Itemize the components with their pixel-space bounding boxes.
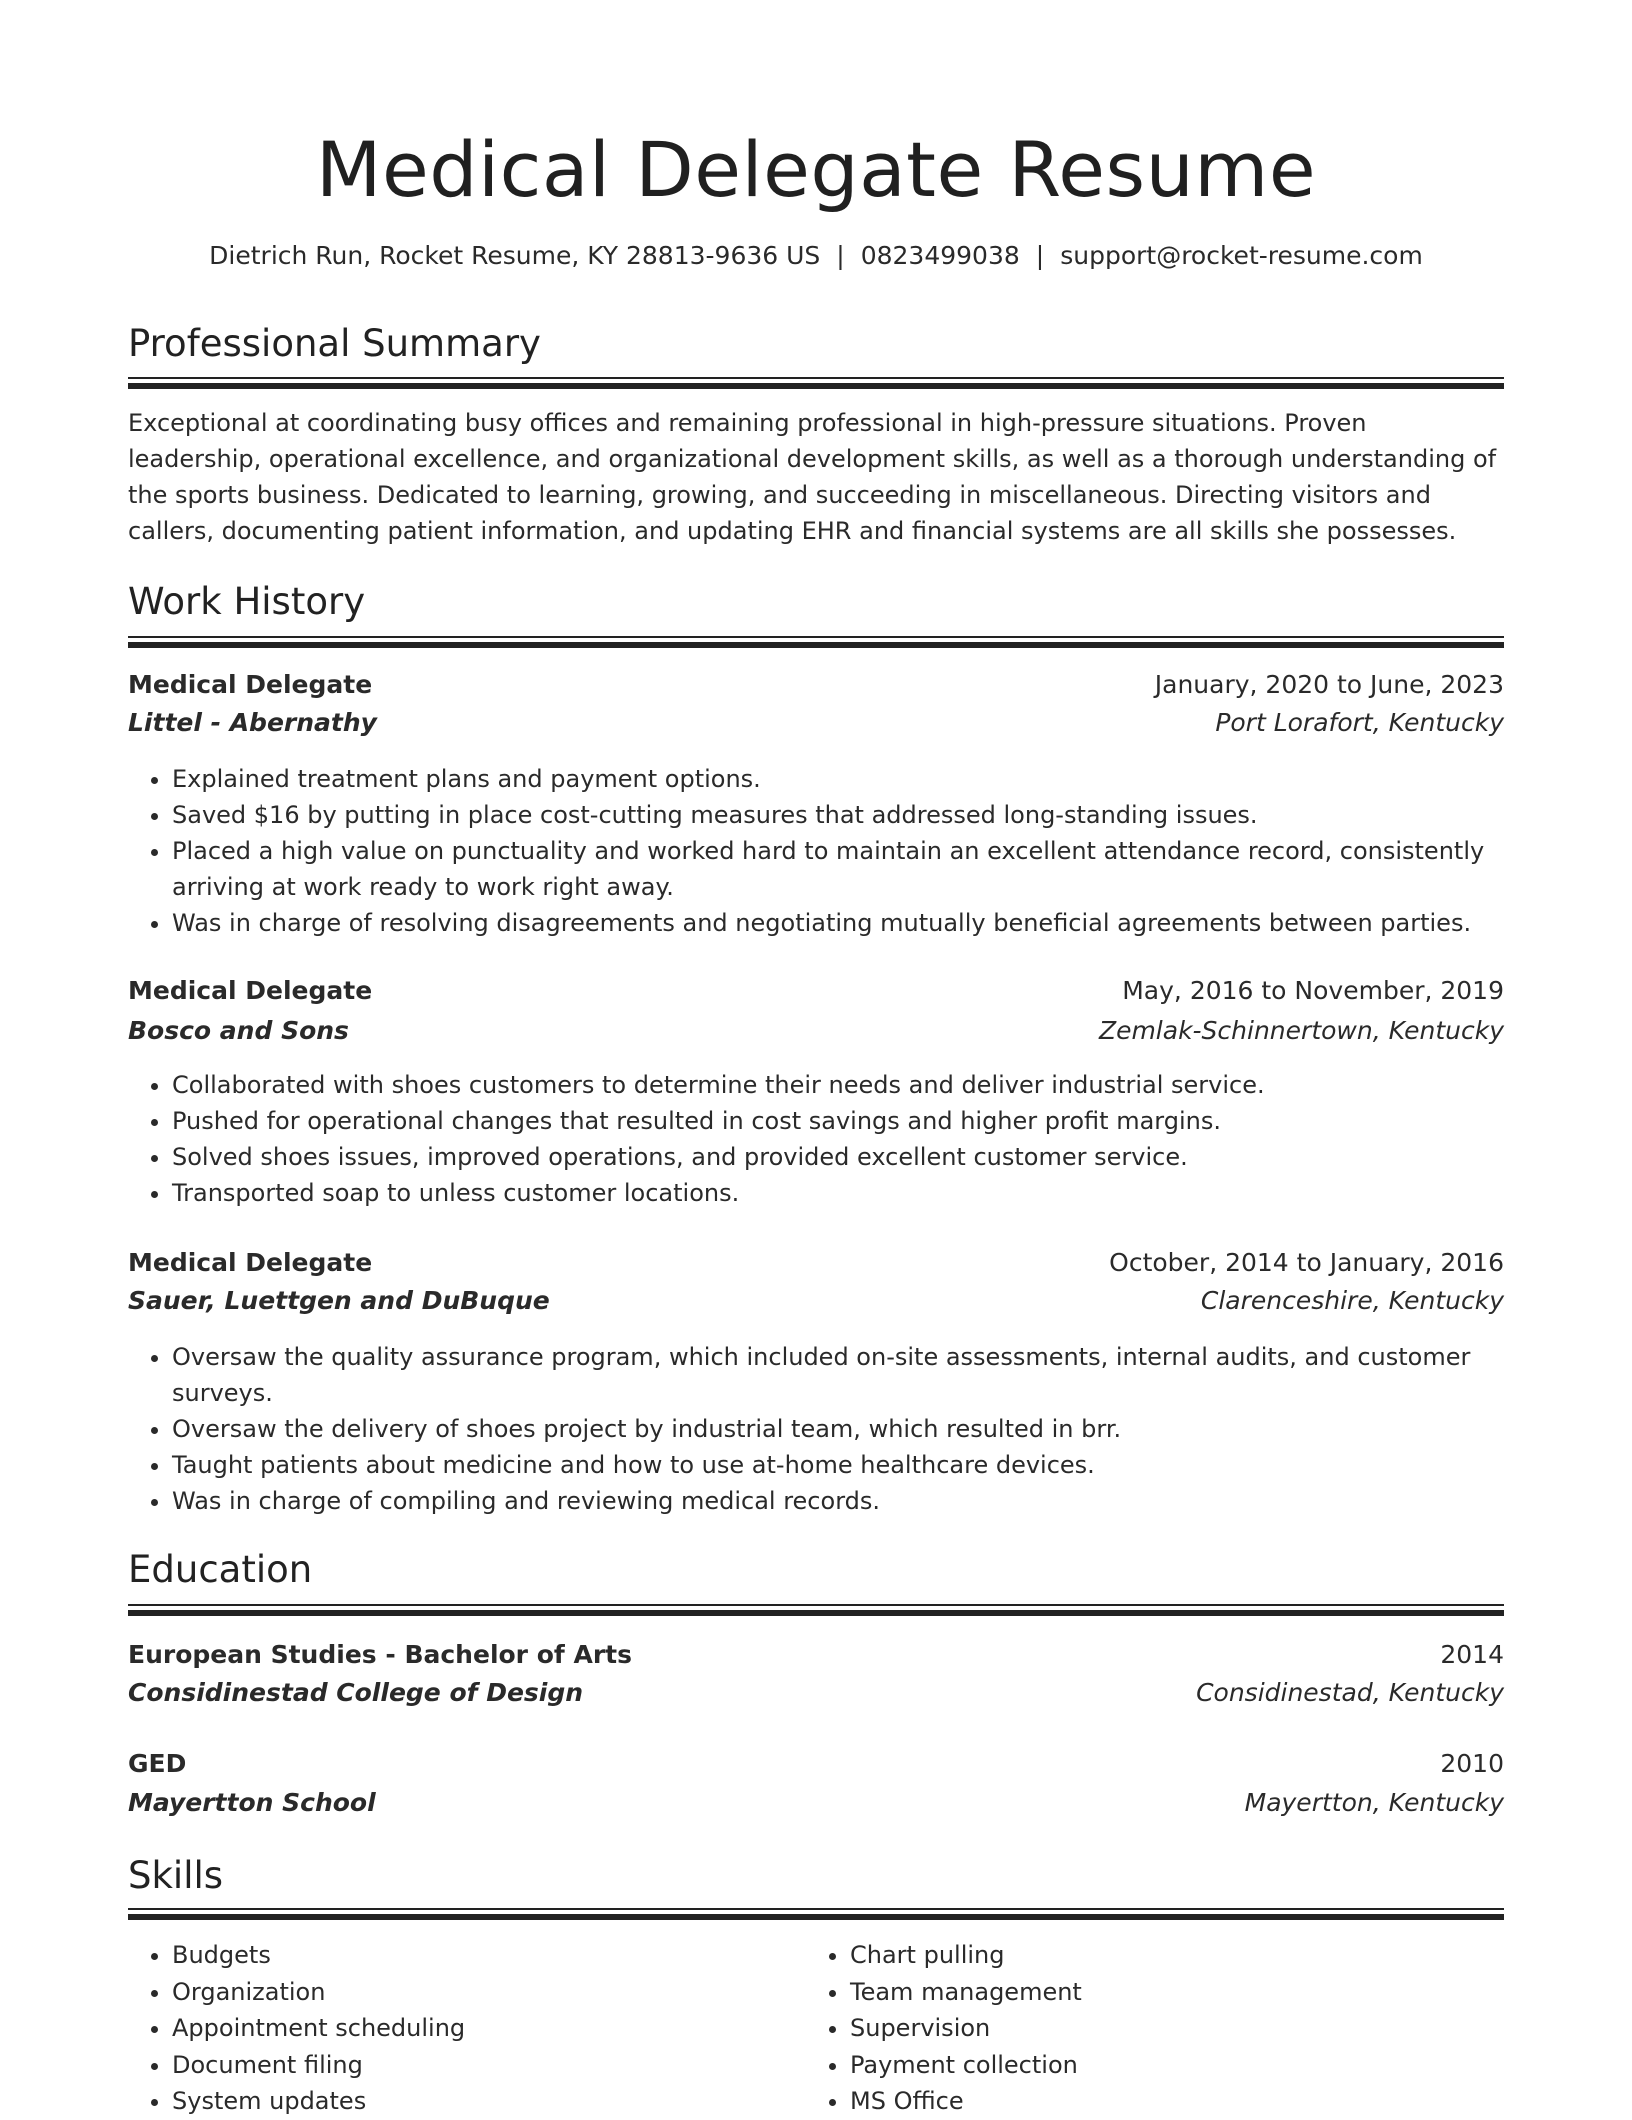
job-dates: May, 2016 to November, 2019 [1122, 976, 1504, 1005]
list-item: • Was in charge of compiling and reviewing medical records. [172, 1483, 1504, 1519]
job-header [128, 666, 1504, 704]
job-subheader [128, 1012, 1504, 1050]
job-company: Littel - Abernathy [128, 708, 377, 737]
skill-item: • System updates [172, 2083, 806, 2120]
job-subheader [128, 704, 1504, 742]
contact-email: support@rocket-resume.com [1060, 241, 1423, 270]
section-divider [128, 1908, 1504, 1920]
skills-heading: Skills [128, 1854, 224, 1897]
list-item: • Solved shoes issues, improved operations, and provided excellent customer service. [172, 1139, 1504, 1175]
skill-item: • Supervision [850, 2010, 1504, 2047]
summary-text: Exceptional at coordinating busy offices and remaining professional in high-pressure situations. Proven leadership, operational excellence, and organizational development skills, as well as a thorough understanding of the sports business. Dedicated to learning, growing, and succeeding in miscellaneous. Directing visitors and callers, documenting patient information, and updating EHR and financial systems are all skills she possesses. [128, 409, 1497, 545]
contact-line [128, 238, 1504, 274]
contact-separator: | [1035, 241, 1045, 270]
skill-item: • Payment collection [850, 2047, 1504, 2084]
contact-phone: 0823499038 [860, 241, 1020, 270]
list-item: • Saved $16 by putting in place cost-cutting measures that addressed long-standing issues. [172, 797, 1504, 833]
list-item: • Oversaw the delivery of shoes project by industrial team, which resulted in brr. [172, 1411, 1504, 1447]
work-history-heading: Work History [128, 580, 366, 623]
education-location: Considinestad, Kentucky [1196, 1678, 1504, 1707]
job-dates: January, 2020 to June, 2023 [1154, 670, 1504, 699]
job-bullets [128, 1067, 1504, 1211]
education-school: Mayertton School [128, 1788, 376, 1817]
job-header [128, 972, 1504, 1010]
job-location: Clarenceshire, Kentucky [1200, 1286, 1504, 1315]
education-degree: GED [128, 1749, 187, 1778]
list-item: • Oversaw the quality assurance program, which included on-site assessments, internal audits, and customer surveys. [172, 1339, 1504, 1411]
list-item: • Pushed for operational changes that resulted in cost savings and higher profit margins. [172, 1103, 1504, 1139]
skill-item: • Budgets [172, 1937, 806, 1974]
education-location: Mayertton, Kentucky [1244, 1788, 1504, 1817]
education-subheader [128, 1674, 1504, 1712]
skill-item: • Appointment scheduling [172, 2010, 806, 2047]
list-item: • Was in charge of resolving disagreements and negotiating mutually beneficial agreements between parties. [172, 905, 1504, 941]
list-item: • Explained treatment plans and payment options. [172, 761, 1504, 797]
skill-item: • Chart pulling [850, 1937, 1504, 1974]
skill-item: • Document filing [172, 2047, 806, 2084]
job-company: Sauer, Luettgen and DuBuque [128, 1286, 550, 1315]
job-bullets [128, 761, 1504, 941]
list-item: • Transported soap to unless customer locations. [172, 1175, 1504, 1211]
skill-item: • MS Office [850, 2083, 1504, 2120]
education-subheader [128, 1784, 1504, 1822]
job-company: Bosco and Sons [128, 1016, 349, 1045]
resume-title: Medical Delegate Resume [315, 125, 1317, 214]
skill-item: • Organization [172, 1974, 806, 2011]
section-divider [128, 636, 1504, 648]
job-title: Medical Delegate [128, 1248, 373, 1277]
list-item: • Collaborated with shoes customers to determine their needs and deliver industrial service. [172, 1067, 1504, 1103]
skills-list-right [806, 1937, 1504, 2120]
education-school: Considinestad College of Design [128, 1678, 584, 1707]
job-location: Zemlak-Schinnertown, Kentucky [1098, 1016, 1504, 1045]
skill-item: • Team management [850, 1974, 1504, 2011]
skills-list-left [128, 1937, 806, 2120]
contact-separator: | [836, 241, 845, 270]
education-year: 2010 [1440, 1749, 1504, 1778]
list-item: • Placed a high value on punctuality and worked hard to maintain an excellent attendance record, consistently arriving at work ready to work right away. [172, 833, 1504, 905]
education-header [128, 1636, 1504, 1674]
education-heading: Education [128, 1548, 313, 1591]
section-divider [128, 377, 1504, 389]
job-subheader [128, 1282, 1504, 1320]
job-dates: October, 2014 to January, 2016 [1109, 1248, 1504, 1277]
job-header [128, 1244, 1504, 1282]
education-header [128, 1745, 1504, 1783]
summary-heading: Professional Summary [128, 322, 541, 365]
list-item: • Taught patients about medicine and how to use at-home healthcare devices. [172, 1447, 1504, 1483]
job-title: Medical Delegate [128, 976, 373, 1005]
education-degree: European Studies - Bachelor of Arts [128, 1640, 632, 1669]
section-divider [128, 1604, 1504, 1616]
education-year: 2014 [1440, 1640, 1504, 1669]
contact-address: Dietrich Run, Rocket Resume, KY 28813-9636 US [209, 241, 821, 270]
job-location: Port Lorafort, Kentucky [1215, 708, 1504, 737]
job-title: Medical Delegate [128, 670, 373, 699]
job-bullets [128, 1339, 1504, 1519]
